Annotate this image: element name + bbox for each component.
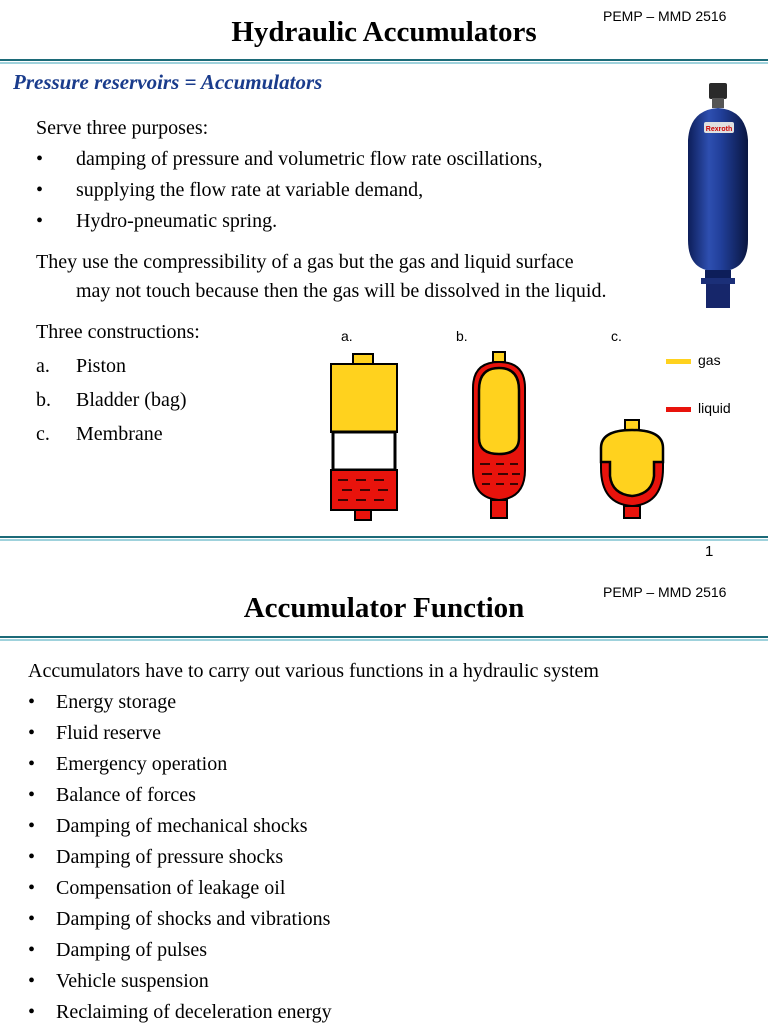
list-letter: c. (36, 423, 50, 445)
page-number: 1 (705, 543, 714, 560)
list-item-text: Damping of pressure shocks (56, 846, 284, 868)
list-item-text: Damping of mechanical shocks (56, 815, 308, 837)
piston-accumulator-diagram (328, 352, 400, 522)
list-item-text: Reclaiming of deceleration energy (56, 1001, 332, 1023)
title-rule-light (0, 62, 768, 64)
list-item-text: Energy storage (56, 691, 177, 713)
list-item-text: Hydro-pneumatic spring. (76, 210, 278, 232)
bullet: • (28, 908, 36, 930)
list-item-text: supplying the flow rate at variable demand, (76, 179, 424, 201)
accumulator-photo (668, 80, 768, 310)
constructions-intro: Three constructions: (36, 321, 200, 343)
bullet: • (36, 210, 44, 232)
list-letter: a. (36, 355, 50, 377)
bullet: • (28, 846, 36, 868)
purposes-intro: Serve three purposes: (36, 117, 209, 139)
membrane-accumulator-diagram (598, 418, 666, 522)
course-code: PEMP – MMD 2516 (603, 584, 727, 600)
slide-subtitle: Pressure reservoirs = Accumulators (13, 70, 323, 94)
diagram-label-c: c. (611, 328, 622, 344)
list-item-text: damping of pressure and volumetric flow rate oscillations, (76, 148, 543, 170)
list-item-text: Damping of shocks and vibrations (56, 908, 331, 930)
bullet: • (28, 691, 36, 713)
paragraph-line-2: may not touch because then the gas will be dissolved in the liquid. (76, 280, 607, 302)
slide-title: Accumulator Function (243, 592, 525, 624)
bullet: • (28, 722, 36, 744)
course-code: PEMP – MMD 2516 (603, 8, 727, 24)
legend-label: liquid (698, 400, 731, 416)
bullet: • (28, 939, 36, 961)
bullet: • (36, 148, 44, 170)
slide-title: Hydraulic Accumulators (231, 16, 537, 48)
list-item-text: Membrane (76, 423, 163, 445)
list-letter: b. (36, 389, 51, 411)
legend-swatch-gas (666, 359, 691, 364)
list-item-text: Piston (76, 355, 127, 377)
bladder-accumulator-diagram (470, 350, 528, 522)
list-item-text: Vehicle suspension (56, 970, 209, 992)
diagram-label-b: b. (456, 328, 468, 344)
list-item-text: Emergency operation (56, 753, 228, 775)
list-item (36, 385, 187, 419)
list-item (36, 419, 163, 453)
footer-rule-light (0, 539, 768, 541)
bullet: • (36, 179, 44, 201)
list-item-text: Bladder (bag) (76, 389, 187, 411)
title-rule-light (0, 639, 768, 641)
bullet: • (28, 753, 36, 775)
bullet: • (28, 1001, 36, 1023)
list-item-text: Damping of pulses (56, 939, 208, 961)
list-item-text: Fluid reserve (56, 722, 161, 744)
bullet: • (28, 815, 36, 837)
constructions-list (36, 351, 187, 453)
functions-intro: Accumulators have to carry out various functions in a hydraulic system (28, 660, 599, 682)
legend-swatch-liquid (666, 407, 691, 412)
title-rule (0, 59, 768, 61)
paragraph-line-1: They use the compressibility of a gas but the gas and liquid surface (36, 251, 574, 273)
brand-label: Rexroth (705, 126, 733, 133)
legend-label: gas (698, 352, 721, 368)
footer-rule (0, 536, 768, 538)
title-rule (0, 636, 768, 638)
list-item-text: Compensation of leakage oil (56, 877, 286, 899)
list-item-text: Balance of forces (56, 784, 196, 806)
bullet: • (28, 784, 36, 806)
diagram-label-a: a. (341, 328, 353, 344)
bullet: • (28, 877, 36, 899)
list-item (36, 351, 127, 385)
bullet: • (28, 970, 36, 992)
